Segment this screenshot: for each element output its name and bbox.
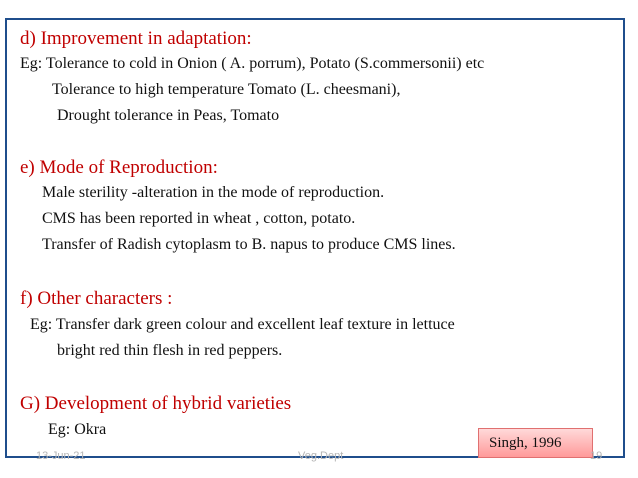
section-heading-other-characters: f) Other characters : [20,288,173,309]
adaptation-line-3: Drought tolerance in Peas, Tomato [57,107,280,124]
section-heading-reproduction: e) Mode of Reproduction: [20,157,218,178]
other-characters-line-1: Eg: Transfer dark green colour and excellent leaf texture in lettuce [30,316,455,333]
other-characters-line-2: bright red thin flesh in red peppers. [57,342,283,359]
footer-department: Veg.Dept [298,450,344,462]
footer-page-number: 19 [590,450,603,462]
hybrid-varieties-line-1: Eg: Okra [48,421,107,438]
reference-note: Singh, 1996 [478,428,593,458]
reproduction-line-3: Transfer of Radish cytoplasm to B. napus to produce CMS lines. [42,236,456,253]
section-heading-hybrid-varieties: G) Development of hybrid varieties [20,393,292,414]
adaptation-line-1: Eg: Tolerance to cold in Onion ( A. porrum), Potato (S.commersonii) etc [20,55,485,72]
section-heading-adaptation: d) Improvement in adaptation: [20,28,252,49]
reproduction-line-1: Male sterility -alteration in the mode of reproduction. [42,184,385,201]
adaptation-line-2: Tolerance to high temperature Tomato (L. cheesmani), [52,81,401,98]
footer-date: 13-Jun-21 [36,450,86,462]
reproduction-line-2: CMS has been reported in wheat , cotton, potato. [42,210,356,227]
